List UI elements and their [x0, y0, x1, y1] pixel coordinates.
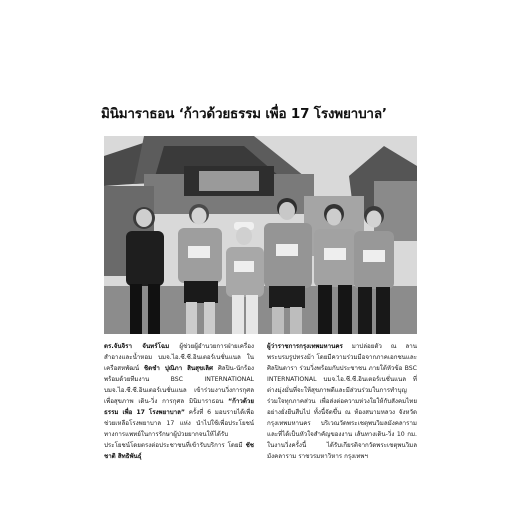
person-name: ชัชชาติ สิทธิพันธุ์	[104, 442, 254, 460]
person-name: ชิดชำ ปุณิภา สินสุขเลิศ	[143, 365, 213, 372]
article-headline: มินิมาราธอน ‘ก้าวด้วยธรรม เพื่อ 17 โรงพยาบาล’	[101, 106, 387, 122]
article-photo	[104, 136, 417, 334]
body-text: ครั้งที่ 6 มอบรายได้เพื่อช่วยเหลือโรงพยาบาล 17 แห่ง นำไปใช้เพื่อประโยชน์ทางการแพทย์ในการรักษาผู้ป่วยยากจนให้ได้รับประโยชน์โดยตรงต่อประชาชนที่เข้ารับบริการ โดยมี	[104, 409, 254, 449]
body-text: ศิลปิน-นักร้องพร้อมด้วยทีมงาน BSC INTERNATIONAL บมจ.ไอ.ซี.ซี.อินเตอร์เนชั่นแนล เข้าร่วมงานวิ่งการกุศลเพื่อสุขภาพ เดิน-วิ่ง การกุศล มินิมาราธอน	[104, 365, 254, 405]
person-title: ผู้ว่าราชการกรุงเทพมหานคร	[267, 343, 343, 350]
person-name: ดร.จันจิรา จันทร์โฉม	[104, 343, 170, 350]
body-text: มาปล่อยตัว ณ ลานพระบรมรูปทรงม้า โดยมีความร่วมมือจากภาคเอกชนและศิลปินดารา ร่วมวิ่งพร้อมกับประชาชน ภายใต้หัวข้อ BSC INTERNATIONAL บมจ.ไอ.ซี.ซี.อินเตอร์เนชั่นแนล ที่ต่างมุ่งมั่นที่จะให้สุขภาพดีและมีส่วนร่วมในการทำบุญ ร่วมใจทุกภาคส่วน เพื่อส่งต่อความห่วงใยให้กับสังคมไทย อย่างยั่งยืนสืบไป ทั้งนี้จัดขึ้น ณ ท้องสนามหลวง จังหวัดกรุงเทพมหานคร บริเวณวัดพระเชตุพนวิมลมังคลาราม และที่ได้เป็นหัวใจสำคัญของงาน เส้นทางเดิน-วิ่ง 10 กม. ในงานวิ่งครั้งนี้ ได้รับเกียรติจากวัดพระเชตุพนวิมลมังคลาราม ราชวรมหาวิหาร กรุงเทพฯ	[267, 343, 417, 460]
event-name: “ก้าวด้วยธรรม เพื่อ 17 โรงพยาบาล”	[104, 398, 254, 416]
article-column-left	[104, 341, 254, 462]
body-text: ผู้ช่วยผู้อำนวยการฝ่ายเครื่องสำอางและน้ำหอม บมจ.ไอ.ซี.ซี.อินเตอร์เนชั่นแนล ในเครือสหพัฒน์	[104, 343, 254, 372]
newspaper-clipping	[101, 96, 418, 472]
event-group-photo	[104, 136, 417, 334]
left-column-paragraph	[104, 341, 254, 462]
right-column-paragraph	[267, 341, 417, 462]
article-column-right	[267, 341, 417, 462]
